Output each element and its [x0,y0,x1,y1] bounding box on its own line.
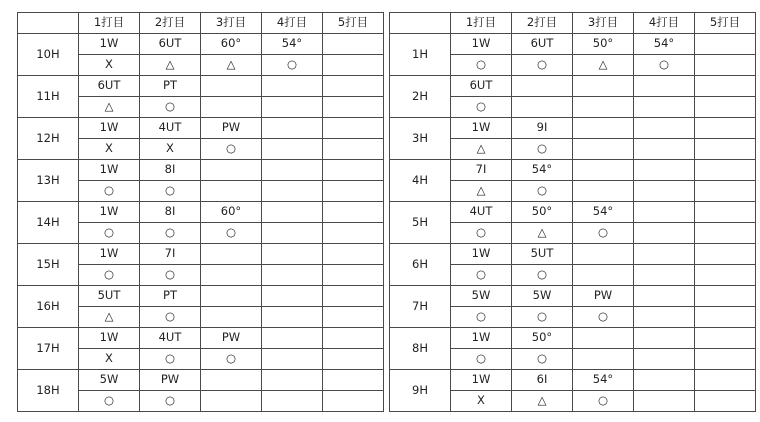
club-cell [695,328,756,349]
club-cell: 7I [451,160,512,181]
club-cell [634,76,695,97]
hole-label: 15H [18,244,79,286]
result-cell: X [451,391,512,412]
club-cell [573,244,634,265]
hole-label: 3H [390,118,451,160]
club-row [390,370,756,391]
club-cell: 50° [573,34,634,55]
club-cell [634,286,695,307]
result-cell [634,391,695,412]
result-cell: ○ [512,139,573,160]
result-cell: ○ [634,55,695,76]
club-cell [634,118,695,139]
column-header-shot-3: 3打目 [573,13,634,34]
club-row [18,328,384,349]
result-cell [323,223,384,244]
club-cell: 8I [140,202,201,223]
club-cell: 1W [451,370,512,391]
club-cell: 54° [512,160,573,181]
club-cell: 5W [512,286,573,307]
club-cell [695,244,756,265]
result-cell [695,97,756,118]
result-cell [573,265,634,286]
result-cell [695,181,756,202]
result-cell [323,265,384,286]
result-cell [262,307,323,328]
result-cell [695,139,756,160]
column-header-shot-5: 5打目 [695,13,756,34]
club-cell: 1W [451,118,512,139]
club-cell: PT [140,286,201,307]
club-cell: 5UT [512,244,573,265]
club-cell: 1W [79,202,140,223]
club-cell [323,76,384,97]
result-cell: ○ [451,307,512,328]
club-cell [634,328,695,349]
hole-label: 4H [390,160,451,202]
club-cell [201,160,262,181]
result-cell [634,181,695,202]
result-cell: △ [512,223,573,244]
result-cell [201,307,262,328]
club-cell [201,286,262,307]
result-cell [634,307,695,328]
club-cell [573,118,634,139]
result-cell [695,223,756,244]
hole-label: 18H [18,370,79,412]
result-cell: X [140,139,201,160]
column-header-shot-4: 4打目 [262,13,323,34]
result-cell: △ [140,55,201,76]
club-row [18,118,384,139]
club-cell [323,286,384,307]
result-cell: X [79,55,140,76]
hole-label: 16H [18,286,79,328]
club-cell [695,370,756,391]
result-cell [512,97,573,118]
result-cell [323,139,384,160]
result-cell [262,349,323,370]
result-cell [201,97,262,118]
club-row [390,34,756,55]
club-cell: 6UT [140,34,201,55]
result-cell [201,181,262,202]
club-cell [323,202,384,223]
result-cell [634,139,695,160]
club-cell [695,118,756,139]
result-cell: ○ [140,349,201,370]
club-cell [695,160,756,181]
club-cell [201,76,262,97]
club-cell [323,34,384,55]
result-cell [262,265,323,286]
result-cell [323,349,384,370]
result-cell: ○ [140,97,201,118]
club-cell: 6I [512,370,573,391]
club-cell [262,118,323,139]
result-cell: ○ [140,223,201,244]
hole-label: 9H [390,370,451,412]
club-row [390,118,756,139]
club-cell [634,370,695,391]
hole-label: 13H [18,160,79,202]
club-cell [201,244,262,265]
club-cell: 54° [573,202,634,223]
club-cell [262,202,323,223]
club-cell: 4UT [140,328,201,349]
column-header-shot-5: 5打目 [323,13,384,34]
header-row [18,13,384,34]
result-cell [262,391,323,412]
club-row [18,370,384,391]
hole-label: 10H [18,34,79,76]
club-cell: 5W [79,370,140,391]
club-cell: 6UT [79,76,140,97]
result-cell [573,97,634,118]
result-cell: △ [512,391,573,412]
club-cell [323,370,384,391]
column-header-shot-3: 3打目 [201,13,262,34]
club-cell [695,34,756,55]
club-cell [512,76,573,97]
result-cell [262,139,323,160]
club-cell [634,244,695,265]
result-cell [262,181,323,202]
result-cell: ○ [451,349,512,370]
club-row [390,244,756,265]
column-header-shot-1: 1打目 [79,13,140,34]
club-row [18,34,384,55]
result-cell: X [79,349,140,370]
club-cell: 1W [451,328,512,349]
front-nine-table [389,12,756,412]
result-cell: ○ [512,181,573,202]
result-cell [573,349,634,370]
result-cell: ○ [140,181,201,202]
result-cell: ○ [201,139,262,160]
result-cell [201,265,262,286]
club-cell: PW [573,286,634,307]
column-header-shot-2: 2打目 [512,13,573,34]
club-cell: 1W [79,118,140,139]
club-cell: 54° [634,34,695,55]
club-cell: PW [201,118,262,139]
club-cell: PW [201,328,262,349]
club-cell [262,286,323,307]
result-cell [573,181,634,202]
result-cell: △ [451,139,512,160]
header-row [390,13,756,34]
club-cell [573,328,634,349]
result-cell: ○ [451,97,512,118]
club-cell: 1W [79,244,140,265]
club-cell [323,328,384,349]
hole-label: 2H [390,76,451,118]
result-cell [695,349,756,370]
club-cell: 50° [512,202,573,223]
result-cell: ○ [451,55,512,76]
result-cell: ○ [451,265,512,286]
club-cell: 5UT [79,286,140,307]
club-cell [262,244,323,265]
club-row [18,244,384,265]
result-cell: ○ [140,265,201,286]
hole-label: 14H [18,202,79,244]
club-cell: 1W [79,328,140,349]
result-cell: △ [79,307,140,328]
club-cell: 5W [451,286,512,307]
club-cell [634,202,695,223]
result-cell: ○ [79,223,140,244]
club-cell: 1W [451,34,512,55]
club-cell [323,118,384,139]
result-cell [262,97,323,118]
club-cell [201,370,262,391]
club-cell: 7I [140,244,201,265]
club-cell: 6UT [512,34,573,55]
club-row [390,202,756,223]
hole-label: 8H [390,328,451,370]
result-cell [262,223,323,244]
result-cell: ○ [573,391,634,412]
result-cell: ○ [512,265,573,286]
result-cell: ○ [512,307,573,328]
hole-label: 7H [390,286,451,328]
result-cell: X [79,139,140,160]
result-cell [695,265,756,286]
result-cell [695,307,756,328]
club-cell: 60° [201,34,262,55]
column-header-shot-2: 2打目 [140,13,201,34]
result-cell: △ [201,55,262,76]
result-cell [323,181,384,202]
result-cell: ○ [79,391,140,412]
club-cell: 1W [451,244,512,265]
result-cell [323,307,384,328]
club-cell: 4UT [451,202,512,223]
result-cell: △ [451,181,512,202]
club-cell [695,202,756,223]
result-cell: ○ [451,223,512,244]
result-cell: ○ [140,307,201,328]
result-cell: ○ [512,349,573,370]
club-row [18,286,384,307]
club-cell [573,76,634,97]
result-cell [201,391,262,412]
club-row [390,286,756,307]
result-cell: ○ [262,55,323,76]
result-cell: ○ [573,223,634,244]
result-cell [323,391,384,412]
club-cell [573,160,634,181]
header-corner [390,13,451,34]
club-row [390,76,756,97]
club-cell [262,328,323,349]
result-cell [323,55,384,76]
result-cell [634,265,695,286]
result-cell [634,223,695,244]
club-cell: 9I [512,118,573,139]
club-cell: 1W [79,160,140,181]
club-cell: 54° [573,370,634,391]
column-header-shot-4: 4打目 [634,13,695,34]
club-row [18,202,384,223]
club-cell: 50° [512,328,573,349]
hole-label: 17H [18,328,79,370]
hole-label: 6H [390,244,451,286]
result-cell [695,55,756,76]
club-cell [695,286,756,307]
hole-label: 12H [18,118,79,160]
club-row [390,328,756,349]
result-cell [573,139,634,160]
club-cell [634,160,695,181]
club-cell: 54° [262,34,323,55]
club-cell [323,160,384,181]
club-row [18,160,384,181]
club-cell: 60° [201,202,262,223]
header-corner [18,13,79,34]
result-cell: ○ [201,223,262,244]
result-cell: ○ [79,265,140,286]
result-cell [323,97,384,118]
result-cell: △ [79,97,140,118]
column-header-shot-1: 1打目 [451,13,512,34]
club-cell [262,76,323,97]
club-row [18,76,384,97]
result-cell: △ [573,55,634,76]
result-cell [634,349,695,370]
club-cell: PT [140,76,201,97]
scorecard [17,12,756,412]
hole-label: 5H [390,202,451,244]
club-row [390,160,756,181]
result-cell: ○ [79,181,140,202]
club-cell: 4UT [140,118,201,139]
club-cell: 8I [140,160,201,181]
result-cell: ○ [140,391,201,412]
result-cell: ○ [512,55,573,76]
club-cell [695,76,756,97]
result-cell [634,97,695,118]
club-cell [262,370,323,391]
club-cell: 6UT [451,76,512,97]
hole-label: 1H [390,34,451,76]
back-nine-table [17,12,384,412]
result-cell: ○ [201,349,262,370]
club-cell: PW [140,370,201,391]
hole-label: 11H [18,76,79,118]
result-cell [695,391,756,412]
club-cell [262,160,323,181]
club-cell [323,244,384,265]
result-cell: ○ [573,307,634,328]
club-cell: 1W [79,34,140,55]
